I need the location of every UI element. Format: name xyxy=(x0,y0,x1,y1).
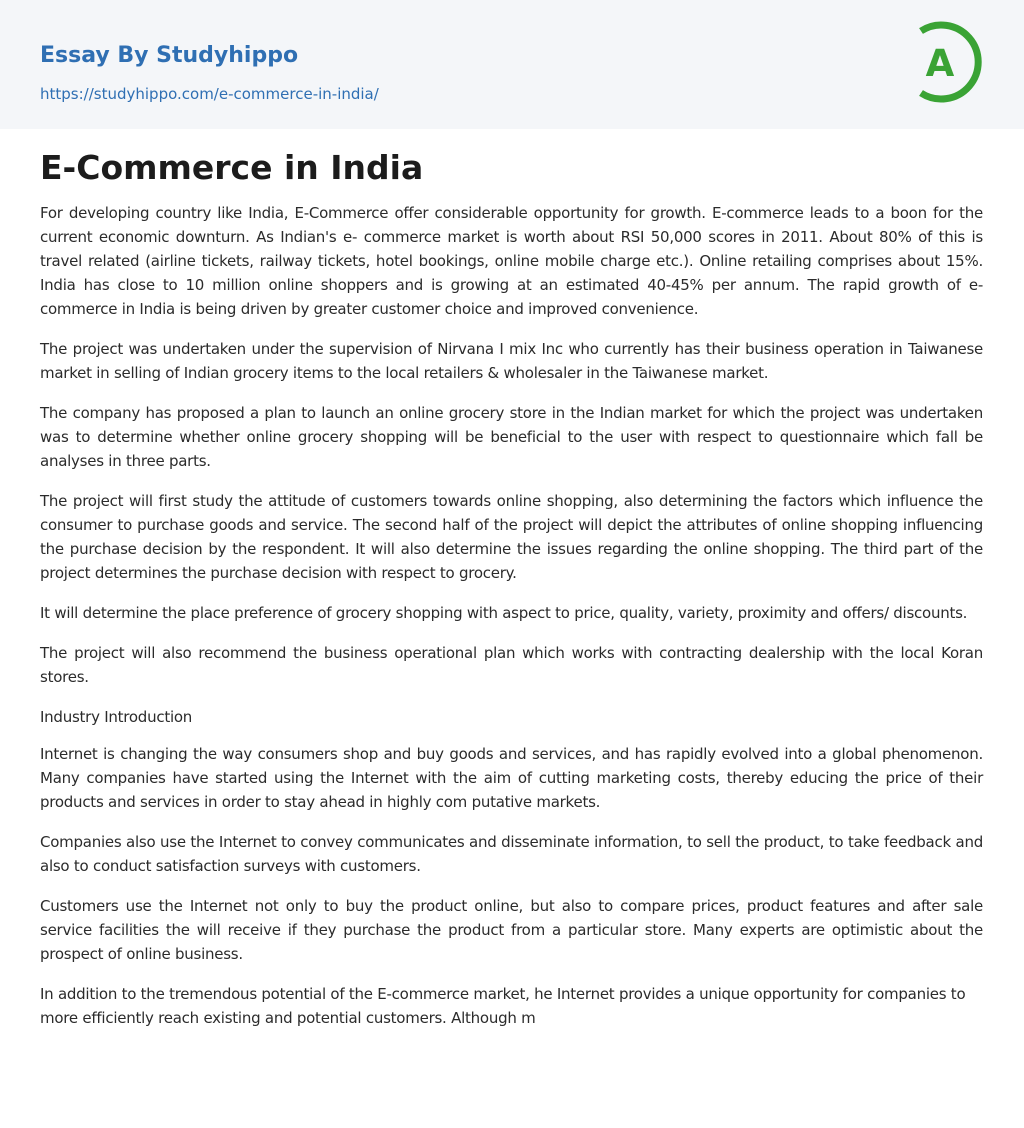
article-paragraph: The project was undertaken under the supervision of Nirvana I mix Inc who currently has their business operation in Taiwanese market in selling of Indian grocery items to the local retailers & wholesaler in the Taiwanese market. xyxy=(40,340,983,382)
article-paragraph: In addition to the tremendous potential of the E-commerce market, he Internet provides a unique opportunity for companies to more efficiently reach existing and potential customers. Although m xyxy=(40,985,966,1027)
section-heading: Industry Introduction xyxy=(40,708,193,726)
article-paragraph: Customers use the Internet not only to buy the product online, but also to compare prices, product features and after sale service facilities the will receive if they purchase the product from a particular store. Many experts are optimistic about the prospect of online business. xyxy=(40,897,983,963)
article-paragraph: The project will first study the attitude of customers towards online shopping, also determining the factors which influence the consumer to purchase goods and service. The second half of the project will depict the attributes of online shopping influencing the purchase decision by the respondent. It will also determine the issues regarding the online shopping. The third part of the project determines the purchase decision with respect to grocery. xyxy=(40,492,983,582)
studyhippo-logo-icon[interactable] xyxy=(911,19,987,105)
page-header xyxy=(0,0,1024,129)
article-paragraph: It will determine the place preference of grocery shopping with aspect to price, quality, variety, proximity and offers/ discounts. xyxy=(40,604,968,622)
article xyxy=(40,146,983,1046)
article-paragraph: For developing country like India, E-Commerce offer considerable opportunity for growth. E-commerce leads to a boon for the current economic downturn. As Indian's e- commerce market is worth about RSI 50,000 scores in 2011. About 80% of this is travel related (airline tickets, railway tickets, hotel bookings, online mobile charge etc.). Online retailing comprises about 15%. India has close to 10 million online shoppers and is growing at an estimated 40-45% per annum. The rapid growth of e-commerce in India is being driven by greater customer choice and improved convenience. xyxy=(40,204,983,318)
article-paragraph: Companies also use the Internet to convey communicates and disseminate information, to sell the product, to take feedback and also to conduct satisfaction surveys with customers. xyxy=(40,833,983,875)
source-url-link[interactable]: https://studyhippo.com/e-commerce-in-india/ xyxy=(40,85,379,103)
brand-title[interactable]: Essay By Studyhippo xyxy=(40,43,299,68)
logo-letter: A xyxy=(925,42,955,85)
article-paragraph: The company has proposed a plan to launch an online grocery store in the Indian market for which the project was undertaken was to determine whether online grocery shopping will be beneficial to the user with respect to questionnaire which fall be analyses in three parts. xyxy=(40,404,983,470)
article-paragraph: Internet is changing the way consumers shop and buy goods and services, and has rapidly evolved into a global phenomenon. Many companies have started using the Internet with the aim of cutting marketing costs, thereby educing the price of their products and services in order to stay ahead in highly com putative markets. xyxy=(40,745,983,811)
article-title: E-Commerce in India xyxy=(40,148,424,187)
article-paragraph: The project will also recommend the business operational plan which works with contracting dealership with the local Koran stores. xyxy=(40,644,983,686)
